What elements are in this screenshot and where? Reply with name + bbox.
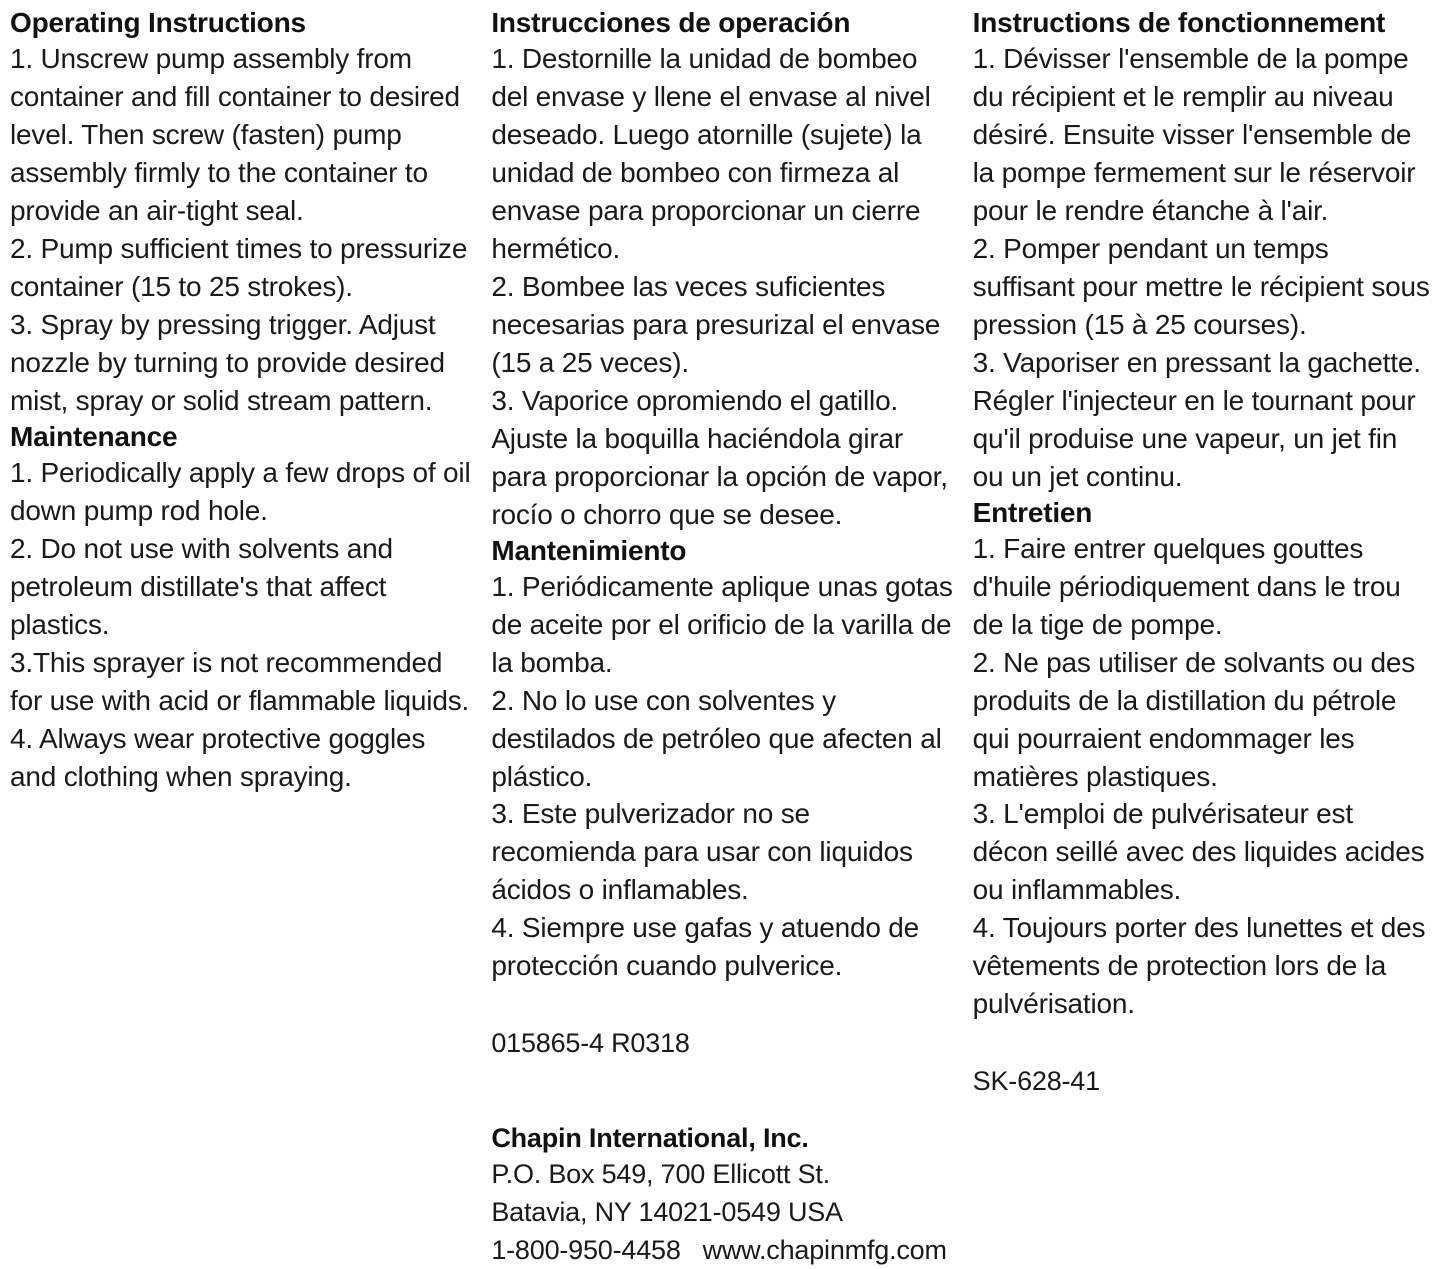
paragraph-line: 1. Dévisser l'ensemble de la pompe du récipient et le remplir au niveau désiré. Ensuite visser l'ensemble de la pompe fermement sur le réservoir pour le rendre étanche à l'air. (972, 43, 1416, 227)
part-number-fr: SK-628-41 (972, 1066, 1100, 1097)
column-french (973, 6, 1435, 1100)
paragraph-line: 2. No lo use con solventes y destilados de petróleo que afecten al plástico. (491, 684, 942, 792)
paragraph-line: 2. Bombee las veces suficientes necesarias para presurizal el envase (15 a 25 veces). (491, 270, 941, 378)
language-columns (10, 6, 1435, 1265)
paragraph-line: 3. Este pulverizador no se recomienda para usar con liquidos ácidos o inflamables. (491, 798, 913, 906)
spacer-before-part-number-fr (973, 1023, 1435, 1063)
paragraph-line: 4. Always wear protective goggles and clothing when spraying. (10, 722, 426, 792)
paragraph-line: 3.This sprayer is not recommended for use with acid or flammable liquids. (10, 646, 470, 716)
operating-instructions-body-en (10, 40, 473, 419)
company-contact-line: 1-800-950-4458 www.chapinmfg.com (491, 1234, 947, 1265)
operating-instructions-heading-en: Operating Instructions (10, 7, 306, 38)
maintenance-heading-en: Maintenance (10, 420, 178, 452)
paragraph-line: 2. Ne pas utiliser de solvants ou des produits de la distillation du pétrole qui pourraient endommager les matières plastiques. (972, 646, 1416, 792)
maintenance-heading-fr: Entretien (972, 496, 1093, 528)
column-spanish (491, 6, 972, 1269)
paragraph-line: 2. Do not use with solvents and petroleum distillate's that affect plastics. (10, 532, 393, 640)
paragraph-line: 3. Vaporice opromiendo el gatillo. Ajuste la boquilla haciéndola girar para proporcionar la opción de vapor, rocío o chorro que se desee. (491, 384, 948, 530)
paragraph-line: 4. Siempre use gafas y atuendo de protección cuando pulverice. (491, 912, 920, 982)
paragraph-line: 1. Periódicamente aplique unas gotas de aceite por el orificio de la varilla de la bomba. (491, 570, 953, 678)
paragraph-line: 2. Pomper pendant un temps suffisant pour mettre le récipient sous pression (15 à 25 courses). (972, 233, 1430, 340)
maintenance-body-fr (973, 530, 1435, 1023)
company-address-line-1: P.O. Box 549, 700 Ellicott St. (491, 1159, 831, 1189)
column-english (10, 6, 491, 795)
paragraph-line: 3. L'emploi de pulvérisateur est décon seillé avec des liquides acides ou inflammables. (972, 798, 1425, 906)
paragraph-line: 2. Pump sufficient times to pressurize container (15 to 25 strokes). (10, 233, 468, 302)
operating-instructions-body-fr (973, 40, 1435, 495)
paragraph-line: 1. Faire entrer quelques gouttes d'huile périodiquement dans le trou de la tige de pompe. (972, 532, 1401, 640)
part-number-es: 015865-4 R0318 (491, 1028, 690, 1059)
maintenance-heading-es: Mantenimiento (491, 534, 687, 566)
company-name: Chapin International, Inc. (491, 1122, 809, 1153)
maintenance-body-en (10, 454, 473, 795)
company-address-line-2: Batavia, NY 14021-0549 USA (491, 1196, 843, 1227)
paragraph-line: 3. Spray by pressing trigger. Adjust nozzle by turning to provide desired mist, spray or solid stream pattern. (10, 308, 445, 416)
spacer-before-company (491, 1062, 954, 1120)
paragraph-line: 3. Vaporiser en pressant la gachette. Régler l'injecteur en le tournant pour qu'il produise une vapeur, un jet fin ou un jet continu. (972, 346, 1421, 492)
spacer-before-part-number-es (491, 985, 954, 1025)
operating-instructions-heading-fr: Instructions de fonctionnement (972, 7, 1386, 38)
paragraph-line: 4. Toujours porter des lunettes et des vêtements de protection lors de la pulvérisation. (972, 912, 1426, 1020)
operating-instructions-heading-es: Instrucciones de operación (491, 7, 851, 38)
paragraph-line: 1. Periodically apply a few drops of oil down pump rod hole. (10, 457, 471, 526)
maintenance-body-es (491, 568, 954, 985)
paragraph-line: 1. Destornille la unidad de bombeo del envase y llene el envase al nivel deseado. Luego atornille (sujete) la unidad de bombeo con firmeza al envase para proporcionar un cierre hermético. (491, 43, 931, 264)
operating-instructions-body-es (491, 40, 954, 533)
paragraph-line: 1. Unscrew pump assembly from container and fill container to desired level. Then screw (fasten) pump assembly firmly to the container to provide an air-tight seal. (10, 43, 460, 227)
